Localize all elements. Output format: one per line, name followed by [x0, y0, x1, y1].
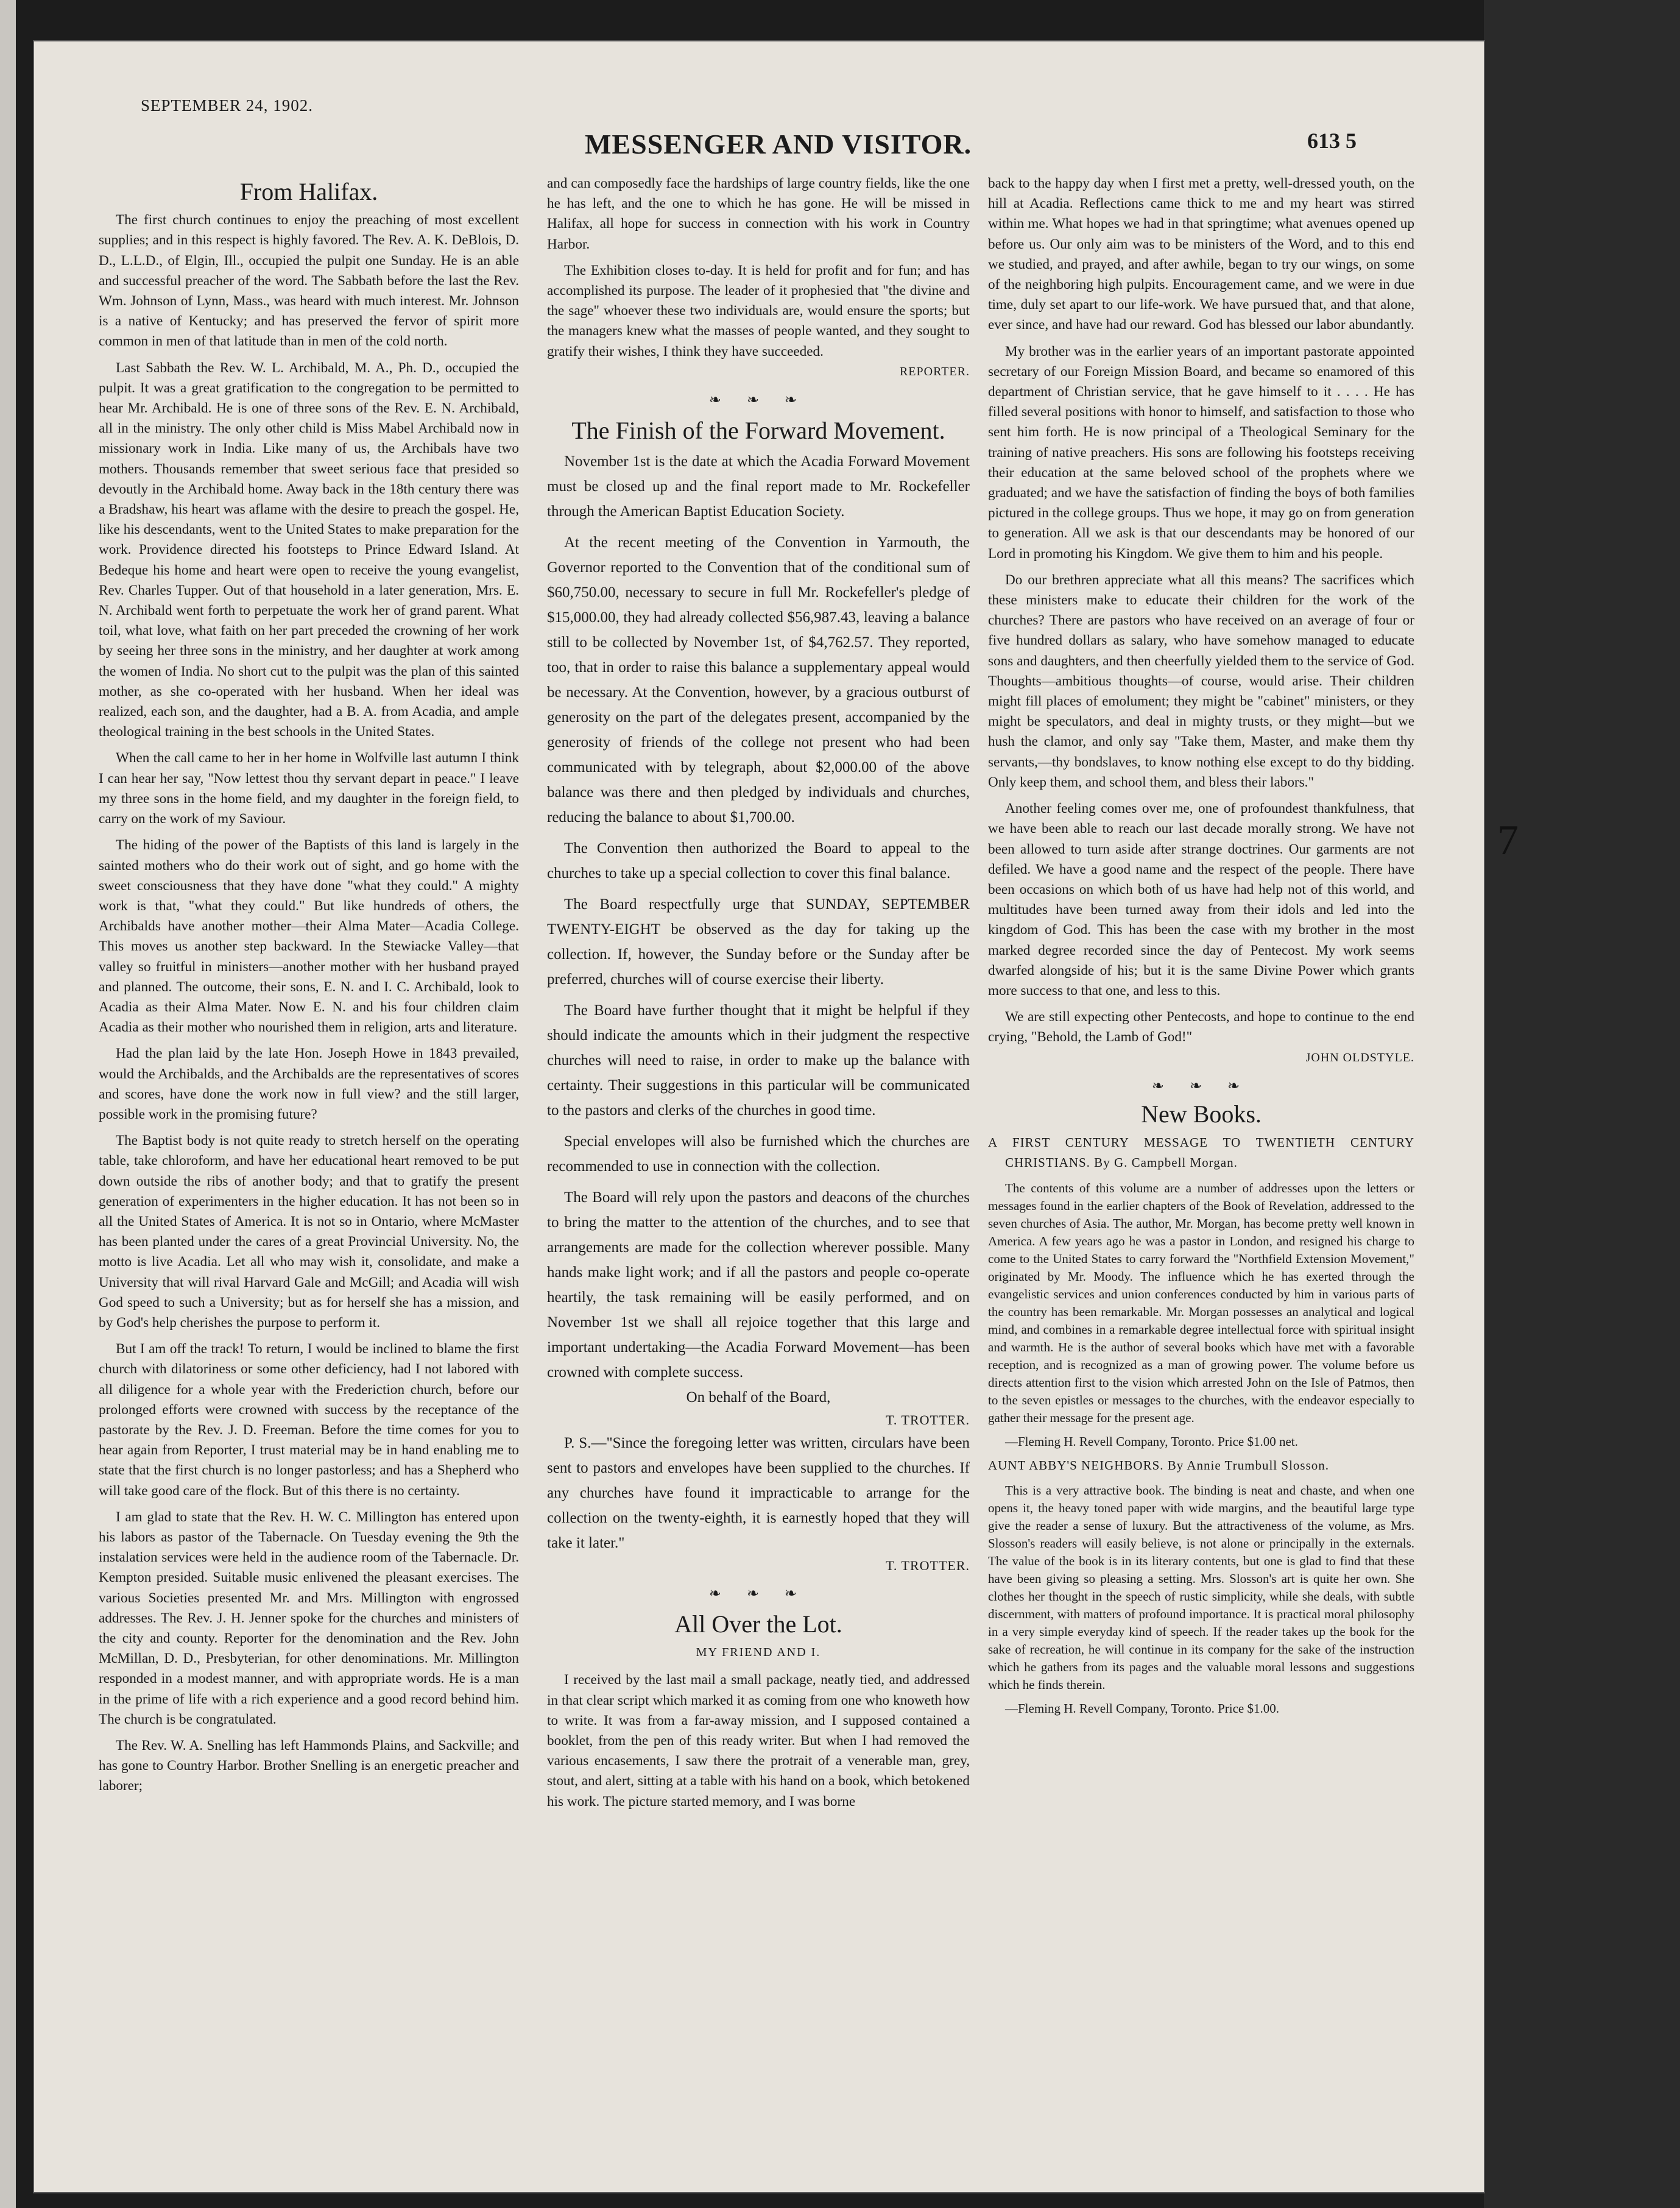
postscript: P. S.—"Since the foregoing letter was written, circulars have been sent to pastors and envelopes have been supplied to the churches. If any churches have found it impracticable to arrange for the collection on the twenty-eighth, it is earnestly hoped that they will take it later.": [547, 1434, 970, 1551]
book-publisher: —Fleming H. Revell Company, Toronto. Price $1.00.: [1005, 1700, 1279, 1716]
paragraph: We are still expecting other Pentecosts, and hope to continue to the end crying, "Behold, the Lamb of God!": [988, 1009, 1414, 1046]
subhead-my-friend: MY FRIEND AND I.: [696, 1646, 821, 1660]
paragraph: Do our brethren appreciate what all this means? The sacrifices which these ministers make to educate their children for the work of the churches? There are pastors who have received on an average of four or five hundred dollars as salary, who have somehow managed to educate sons and daughters, and then cheerfully yielded them to the service of God. Thoughts—ambitious thoughts—of course, would arise. Their children might fill places of emolument; they might be "cabinet" ministers, or they might be speculators, and deal in mighty trusts, or they might—but we hush the clamor, and only say "Take them, Master, and make them thy servants,—thy bondslaves, to know nothing else except to do thy bidding. Only keep them, and school them, and bless their labors.": [988, 571, 1414, 790]
page-number: 613 5: [1307, 129, 1357, 153]
paragraph: The first church continues to enjoy the preaching of most excellent supplies; and in this respect is highly favored. The Rev. A. K. DeBlois, D. D., L.L.D., of Elgin, Ill., occupied the pulpit one Sunday. He is an able and successful preacher of the word. The Sabbath before the last the Rev. Wm. Johnson of Lynn, Mass., was heard with much interest. Mr. Johnson is a native of Kentucky; and has preserved the fervor of spirit more common in men of that latitude than in men of the cold north.: [99, 212, 519, 350]
paragraph: When the call came to her in her home in Wolfville last autumn I think I can hear her say, "Now lettest thou thy servant depart in peace." I leave my three sons in the home field, and my daughter in the foreign field, to carry on the work of my Saviour.: [99, 750, 519, 827]
on-behalf-line: On behalf of the Board,: [686, 1389, 831, 1406]
headline-new-books: New Books.: [1141, 1100, 1262, 1128]
signature-trotter-ps: T. TROTTER.: [886, 1557, 970, 1573]
book-review-text: The contents of this volume are a number of addresses upon the letters or messages found in the earlier chapters of the Book of Revelation, addressed to the seven churches of Asia. The author, Mr. Morgan, has become pretty well known in America. A few years ago he was a pastor in London, and resigned his charge to come to the United States to carry forward the "Northfield Extension Movement," originated by Mr. Moody. The influence which he has exerted through the evangelistic services and union conferences conducted by him in various parts of the country has been remarkable. Mr. Morgan possesses an analytical and logical mind, and combines in a remarkable degree intellectual force with spiritual insight and warmth. He is the author of several books which have met with a favorable reception, and is recognized as a man of growing power. The volume before us directs attention first to the vision which arrested John on the Isle of Patmos, then to the seven epistles or messages to the churches, with the endeavor especially to gather their message for the present age.: [988, 1180, 1414, 1425]
paragraph: I am glad to state that the Rev. H. W. C. Millington has entered upon his labors as pastor of the Tabernacle. On Tuesday evening the 9th the instalation services were held in the audience room of the Tabernacle. Dr. Kempton presided. Suitable music enlivened the pleasant exercises. The various Societies presented Mr. and Mrs. Millington with engrossed addresses. The Rev. J. H. Jenner spoke for the churches and ministers of the city and county. Reporter for the denomination and the Rev. John McMillan, D. D., Presbyterian, for other denominations. Mr. Millington responded in a modest manner, and with appropriate words. He is a man in the prime of life with a rich experience and a good record behind him. The church is be congratulated.: [99, 1509, 519, 1727]
paragraph-continued: back to the happy day when I first met a pretty, well-dressed youth, on the hill at Acadia. Reflections came thick to me and my heart was stirred within me. What hopes we had in that springtime; what avenues opened up before us. Our only aim was to be ministers of the Word, and to this end we studied, and prayed, and after awhile, began to try our wings, on some of the neighboring high pulpits. Encouragement came, and we were in due time, duly set apart to our life-work. We have pursued that, and that alone, ever since, and have had our reward. God has blessed our labor abundantly.: [988, 175, 1414, 333]
section-ornament: ❧ ❧ ❧: [708, 1585, 808, 1602]
book-publisher: —Fleming H. Revell Company, Toronto. Price $1.00 net.: [1005, 1434, 1298, 1449]
signature-reporter: REPORTER.: [899, 364, 970, 378]
paragraph: The hiding of the power of the Baptists of this land is largely in the sainted mothers who do their work out of sight, and go home with the sweet consciousness that they have done "what they could." A mighty work is that, "what they could." But like hundreds of others, the Archibalds have another mother—their Alma Mater—Acadia College. This moves us another step backward. In the Stewiacke Valley—that valley so fruitful in ministers—another mother with her husband prayed and planned. The outcome, their sons, E. N. and I. C. Archibald, look to Acadia as their Alma Mater. Now E. N. and his four children claim Acadia as their mother who nourished them in religion, arts and literature.: [99, 837, 519, 1036]
adjacent-page-strip: [0, 0, 16, 2208]
column-2: [547, 174, 970, 1812]
paragraph: I received by the last mail a small package, neatly tied, and addressed in that clear script which marked it as coming from one who knoweth how to write. It was from a far-away mission, and I supposed contained a booklet, from the pen of this ready writer. But when I had removed the various encasements, I saw there the protrait of a venerable man, grey, stout, and alert, sitting at a table with his hand on a book, which betokened his work. The picture started memory, and I was borne: [547, 1672, 970, 1810]
paragraph: The Convention then authorized the Board to appeal to the churches to take up a special collection to cover this final balance.: [547, 840, 970, 882]
headline-from-halifax: From Halifax.: [239, 178, 378, 205]
book-title-morgan: A FIRST CENTURY MESSAGE TO TWENTIETH CENTURY CHRISTIANS. By G. Campbell Morgan.: [988, 1135, 1414, 1170]
issue-date: SEPTEMBER 24, 1902.: [141, 96, 314, 115]
signature-trotter: T. TROTTER.: [886, 1412, 970, 1428]
headline-forward-movement: The Finish of the Forward Movement.: [571, 417, 945, 445]
paragraph: But I am off the track! To return, I would be inclined to blame the first church with dilatoriness or some other deficiency, had I not labored with all diligence for a whole year with the Frederiction church, before our prolonged efforts were crowned with success by the receptance of the pastorate by the Rev. J. D. Freeman. Before the time comes for you to hear again from Reporter, I trust material may be in hand enabling me to state that the first church is no longer pastorless; and has a Shepherd who will take good care of the flock. But of this there is no certainty.: [99, 1341, 519, 1499]
paragraph: The Board respectfully urge that SUNDAY, SEPTEMBER TWENTY-EIGHT be observed as the day for taking up the collection. If, however, the Sunday before or the Sunday after be preferred, churches will of course exercise their liberty.: [547, 896, 970, 988]
paragraph: Had the plan laid by the late Hon. Joseph Howe in 1843 prevailed, would the Archibalds, and the Archibalds are the representatives of scores and scores, have done the work now in full view? and the still larger, possible work in the promising future?: [99, 1046, 519, 1122]
signature-oldstyle: JOHN OLDSTYLE.: [1305, 1050, 1414, 1064]
paragraph: The Exhibition closes to-day. It is held for profit and for fun; and has accomplished its purpose. The leader of it prophesied that "the divine and the sage" whoever these two individuals are, would ensure the sports; but the managers knew what the masses of people wanted, and they sought to gratify their wishes, I think they have succeeded.: [547, 262, 970, 359]
book-review-text: This is a very attractive book. The binding is neat and chaste, and when one opens it, the heavy toned paper with wide margins, and the beautiful large type give the reader a sense of luxury. But the attractiveness of the volume, as Mrs. Slosson's readers will easily believe, is not alone or principally in the externals. The value of the book is in its literary contents, but one is glad to find that these have been giving so pleasing a setting. Mrs. Slosson's art is quite her own. She clothes her thought in the speech of rustic simplicity, while she deals, with subtle discernment, with matters of profound importance. It is practical moral philosophy in a very simple everyday kind of speech. If the reader takes up the book for the sake of recreation, he will continue in its company for the sake of the instruction which he gathers from its pages and the valuable moral lessons and suggestions which he finds therein.: [988, 1482, 1414, 1692]
paragraph: My brother was in the earlier years of an important pastorate appointed secretary of our Foreign Mission Board, and became so enamored of this department of Christian service, that he gave himself to it . . . . He has filled several positions with honor to himself, and satisfaction to those who sent him forth. He is now principal of a Theological Seminary for the training of native preachers. His sons are following his footsteps receiving their education at the same beloved school of the prophets where we graduated; and we have the satisfaction of finding the boys of both families pictured in the college groups. Thus we hope, it may go on from generation to generation. All we ask is that our descendants may be honored of our Lord in promoting his Kingdom. We give them to him and his people.: [988, 343, 1414, 562]
section-ornament: ❧ ❧ ❧: [1151, 1078, 1251, 1094]
paragraph: Another feeling comes over me, one of profoundest thankfulness, that we have been able to reach our last decade morally strong. We have not been allowed to turn aside after strange doctrines. Our garments are not defiled. We have a good name and the respect of the people. There have been occasions on which both of us have had help not of this world, and multitudes have been turned away from their idols and led into the kingdom of God. This has been the case with my brother in the most marked degree recorded since the day of Pentecost. My work seems dwarfed alongside of his; but it is the same Divine Power which grants more success to that one, and less to this.: [988, 801, 1414, 999]
margin-mark: 7: [1497, 817, 1519, 864]
scan-background: [1484, 0, 1680, 2208]
paragraph-continued: and can composedly face the hardships of large country fields, like the one he has left, and the one to which he has gone. He will be missed in Halifax, all hope for success in connection with his work in Country Harbor.: [547, 175, 970, 252]
headline-all-over-the-lot: All Over the Lot.: [674, 1610, 842, 1638]
column-3: [988, 174, 1414, 1718]
book-title-slosson: AUNT ABBY'S NEIGHBORS. By Annie Trumbull Slosson.: [988, 1457, 1330, 1473]
paragraph: November 1st is the date at which the Acadia Forward Movement must be closed up and the final report made to Mr. Rockefeller through the American Baptist Education Society.: [547, 453, 970, 520]
paragraph: At the recent meeting of the Convention in Yarmouth, the Governor reported to the Convention that of the conditional sum of $60,750.00, necessary to secure in full Mr. Rockefeller's pledge of $15,000.00, they had already collected $56,987.43, leaving a balance still to be collected by November 1st, of $4,762.57. They reported, too, that in order to raise this balance a supplementary appeal would be necessary. At the Convention, however, by a gracious outburst of generosity on the part of the delegates present, accompanied by the generosity of friends of the college not present who had been communicated with by telegraph, about $2,000.00 of the above balance was there and then pledged by individuals and churches, reducing the balance to about $1,700.00.: [547, 534, 970, 826]
section-ornament: ❧ ❧ ❧: [708, 392, 808, 409]
paragraph: The Board have further thought that it might be helpful if they should indicate the amounts which in their judgment the respective churches will need to raise, in order to make up the balance with certainty. Their suggestions in this particular will be communicated to the pastors and clerks of the churches in good time.: [547, 1002, 970, 1119]
paragraph: Last Sabbath the Rev. W. L. Archibald, M. A., Ph. D., occupied the pulpit. It was a great gratification to the congregation to be permitted to hear Mr. Archibald. He is one of three sons of the Rev. E. N. Archibald, all in the ministry. The only other child is Miss Mabel Archibald now in missionary work in India. Like many of us, the Archibals have two mothers. Thousands remember that sweet serious face that presided so devoutly in the Archibald home. Away back in the 18th century there was a Bradshaw, his heart was aflame with the desire to preach the gospel. He, like his descendants, went to the United States to make preparation for the work. Providence directed his footsteps to Prince Edward Island. At Bedeque his home and heart were open to receive the young evangelist, Rev. Charles Tupper. Out of that household in a later generation, Mrs. E. N. Archibald went forth to perpetuate the work her of grand parent. What toil, what love, what faith on her part preceded the crowning of her work by seeing her three sons in the ministry, and her daughter at work among the women of India. No short cut to the pulpit was the plan of this sainted mother, as she co-operated with her husband. When her ideal was realized, each son, and the daughter, had a B. A. from Acadia, and ample theological training in the best schools in the United States.: [99, 359, 519, 740]
paragraph: Special envelopes will also be furnished which the churches are recommended to use in connection with the collection.: [547, 1133, 970, 1175]
paragraph: The Baptist body is not quite ready to stretch herself on the operating table, take chloroform, and have her educational heart removed to be put down outside the ribs of another body; and that to gratify the present generation of experimenters in the higher education. It has not been so in all the United States of America. It is not so in Ontario, where McMaster has been planted under the cares of a great Provincial University. No, the motto is live Acadia. Let all who may wish it, consolidate, and make a University that will rival Harvard Gale and McGill; and Acadia will wish God speed to such a University; but as for herself she has a mission, and by God's help cherishes the purpose to perform it.: [99, 1133, 519, 1331]
paragraph: The Rev. W. A. Snelling has left Hammonds Plains, and Sackville; and has gone to Country Harbor. Brother Snelling is an energetic preacher and laborer;: [99, 1738, 519, 1794]
column-1: [99, 177, 519, 1797]
paragraph: The Board will rely upon the pastors and deacons of the churches to bring the matter to the attention of the churches, and to see that arrangements are made for the collection wherever possible. Many hands make light work; and if all the pastors and people co-operate heartily, the task remaining will be easily performed, and on November 1st we shall all rejoice together that this large and important undertaking—the Acadia Forward Movement—has been crowned with complete success.: [547, 1189, 970, 1381]
masthead-title: MESSENGER AND VISITOR.: [585, 129, 972, 160]
